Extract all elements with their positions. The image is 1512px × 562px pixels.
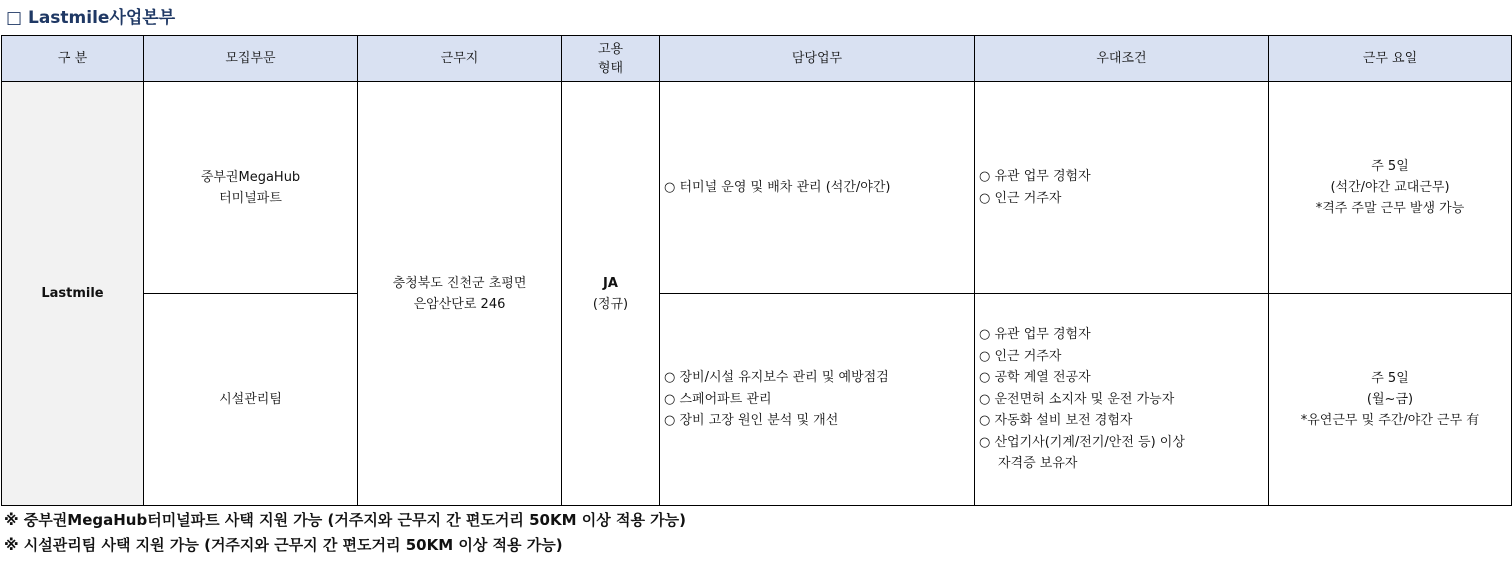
header-recruit-dept: 모집부문	[144, 36, 358, 82]
recruitment-table	[1, 35, 1512, 506]
list-item: ○ 인근 거주자	[979, 190, 1062, 206]
footnotes	[4, 508, 686, 558]
list-item: ○ 인근 거주자	[979, 348, 1062, 364]
header-employment-line2: 형태	[597, 60, 624, 76]
dept-cell-facility: 시설관리팀	[144, 294, 358, 506]
duties-cell-terminal	[660, 82, 975, 294]
list-item: ○ 유관 업무 경험자	[979, 327, 1091, 343]
list-item: ○ 터미널 운영 및 배차 관리 (석간/야간)	[664, 179, 891, 195]
table-header-row	[2, 36, 1512, 82]
workdays-cell-facility	[1269, 294, 1512, 506]
employment-type: JA	[603, 275, 618, 291]
header-workplace: 근무지	[358, 36, 562, 82]
list-item: ○ 운전면허 소지자 및 운전 가능자	[979, 391, 1175, 407]
list-item: ○ 공학 계열 전공자	[979, 370, 1091, 386]
list-item-continuation: 자격증 보유자	[998, 456, 1078, 472]
header-division: 구 분	[2, 36, 144, 82]
workdays-cell-terminal	[1269, 82, 1512, 294]
workdays-line: *격주 주말 근무 발생 가능	[1315, 201, 1465, 216]
preferred-cell-terminal	[975, 82, 1269, 294]
employment-note: (정규)	[592, 296, 629, 312]
header-employment-line1: 고용	[597, 41, 624, 57]
header-employment-type	[562, 36, 660, 82]
header-workdays: 근무 요일	[1269, 36, 1512, 82]
workplace-line: 은암산단로 246	[413, 296, 506, 312]
list-item: ○ 자동화 설비 보전 경험자	[979, 413, 1133, 429]
duties-cell-facility	[660, 294, 975, 506]
workdays-line: 주 5일	[1371, 371, 1409, 386]
dept-line: 중부권MegaHub	[200, 169, 301, 185]
workplace-cell	[358, 82, 562, 506]
workdays-line: *유연근무 및 주간/야간 근무 有	[1300, 413, 1480, 428]
list-item: ○ 장비 고장 원인 분석 및 개선	[664, 413, 839, 429]
workdays-line: (월~금)	[1366, 392, 1414, 407]
footnote: ※ 시설관리팀 사택 지원 가능 (거주지와 근무지 간 편도거리 50KM 이상 적용 가능)	[4, 536, 563, 554]
dept-cell-terminal	[144, 82, 358, 294]
workplace-line: 충청북도 진천군 초평면	[392, 275, 527, 291]
header-preferred: 우대조건	[975, 36, 1269, 82]
preferred-cell-facility	[975, 294, 1269, 506]
workdays-line: (석간/야간 교대근무)	[1330, 180, 1450, 195]
header-duties: 담당업무	[660, 36, 975, 82]
table-row	[2, 294, 1512, 506]
list-item: ○ 스페어파트 관리	[664, 391, 772, 407]
table-row	[2, 82, 1512, 294]
list-item: ○ 산업기사(기계/전기/안전 등) 이상	[979, 434, 1185, 450]
division-cell: Lastmile	[2, 82, 144, 506]
footnote: ※ 중부권MegaHub터미널파트 사택 지원 가능 (거주지와 근무지 간 편도거리 50KM 이상 적용 가능)	[4, 511, 686, 529]
list-item: ○ 장비/시설 유지보수 관리 및 예방점검	[664, 370, 889, 386]
employment-cell	[562, 82, 660, 506]
workdays-line: 주 5일	[1371, 159, 1409, 174]
section-title: □ Lastmile사업본부	[6, 8, 176, 28]
list-item: ○ 유관 업무 경험자	[979, 169, 1091, 184]
dept-line: 터미널파트	[219, 190, 282, 206]
